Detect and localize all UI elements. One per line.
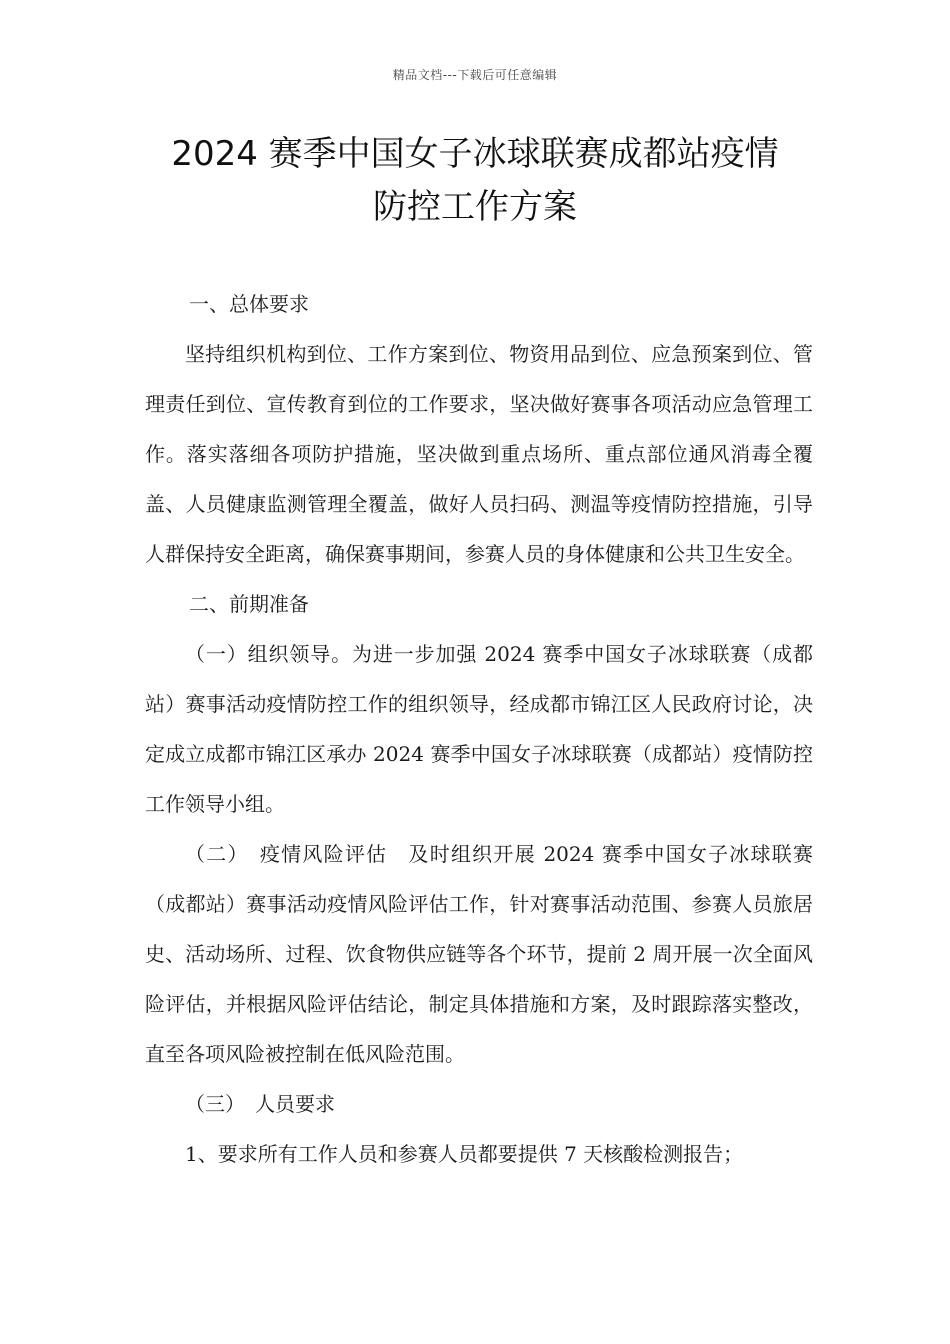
document-body	[145, 279, 813, 1179]
paragraph-organization-leadership: （一）组织领导。为进一步加强 2024 赛季中国女子冰球联赛（成都站）赛事活动疫情防控工作的组织领导，经成都市锦江区人民政府讨论，决定成立成都市锦江区承办 2024 赛季中国女子冰球联赛（成都站）疫情防控工作领导小组。	[145, 642, 813, 816]
title-line-1: 2024 赛季中国女子冰球联赛成都站疫情	[171, 134, 779, 174]
subsection-heading-personnel: （三） 人员要求	[185, 1092, 335, 1116]
list-item-personnel-1: 1、要求所有工作人员和参赛人员都要提供 7 天核酸检测报告；	[185, 1142, 744, 1166]
header-note: 精品文档---下载后可任意编辑	[392, 68, 558, 82]
paragraph-risk-assessment: （二） 疫情风险评估 及时组织开展 2024 赛季中国女子冰球联赛（成都站）赛事活动疫情风险评估工作，针对赛事活动范围、参赛人员旅居史、活动场所、过程、饮食物供应链等各个环节，提前 2 周开展一次全面风险评估，并根据风险评估结论，制定具体措施和方案，及时跟踪落实整改，直至各项风险被控制在低风险范围。	[145, 842, 813, 1066]
document-title	[100, 128, 850, 234]
paragraph-general-requirements: 坚持组织机构到位、工作方案到位、物资用品到位、应急预案到位、管理责任到位、宣传教育到位的工作要求，坚决做好赛事各项活动应急管理工作。落实落细各项防护措施，坚决做到重点场所、重点部位通风消毒全覆盖、人员健康监测管理全覆盖，做好人员扫码、测温等疫情防控措施，引导人群保持安全距离，确保赛事期间，参赛人员的身体健康和公共卫生安全。	[145, 342, 813, 566]
title-line-2: 防控工作方案	[373, 187, 577, 227]
section-heading-general: 一、总体要求	[189, 292, 309, 316]
section-heading-preparation: 二、前期准备	[189, 592, 309, 616]
